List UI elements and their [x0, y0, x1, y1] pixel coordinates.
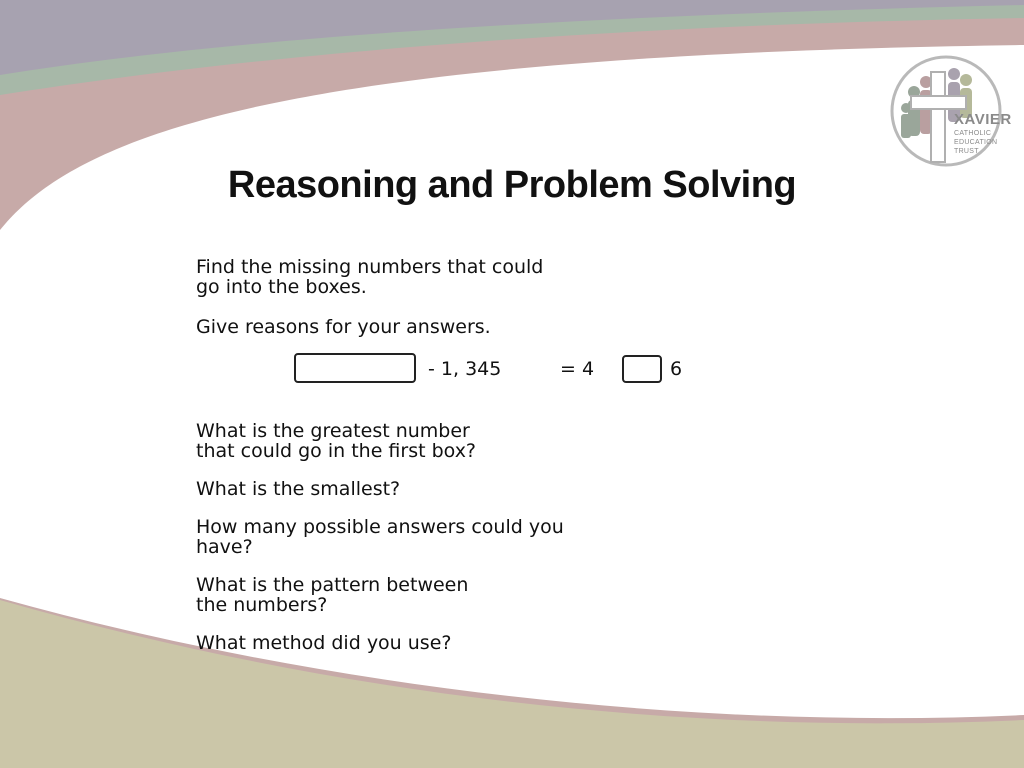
problem-text [196, 257, 816, 653]
logo-line-1: CATHOLIC [954, 130, 992, 137]
question-3-line-1: How many possible answers could you [196, 516, 564, 538]
logo-name: XAVIER [954, 111, 1012, 128]
page-title: Reasoning and Problem Solving [227, 164, 797, 206]
equation-minus-part: - 1, 345 [428, 358, 502, 380]
question-1-line-1: What is the greatest number [196, 420, 470, 442]
equation-end-digit: 6 [670, 358, 683, 380]
logo-line-2: EDUCATION [954, 139, 998, 146]
logo-text [954, 112, 1012, 157]
logo-line-3: TRUST [954, 148, 979, 155]
instruction: Give reasons for your answers. [196, 316, 491, 338]
question-3-line-2: have? [196, 536, 253, 558]
question-1-line-2: that could go in the first box? [196, 440, 477, 462]
question-4-line-2: the numbers? [196, 594, 328, 616]
question-5: What method did you use? [196, 632, 452, 654]
question-2: What is the smallest? [196, 478, 401, 500]
intro-line-2: go into the boxes. [196, 276, 367, 298]
first-number-box [294, 353, 416, 383]
missing-digit-box [622, 355, 662, 383]
equation-equals-part: = 4 [560, 358, 595, 380]
question-4-line-1: What is the pattern between [196, 574, 469, 596]
intro-line-1: Find the missing numbers that could [196, 256, 544, 278]
